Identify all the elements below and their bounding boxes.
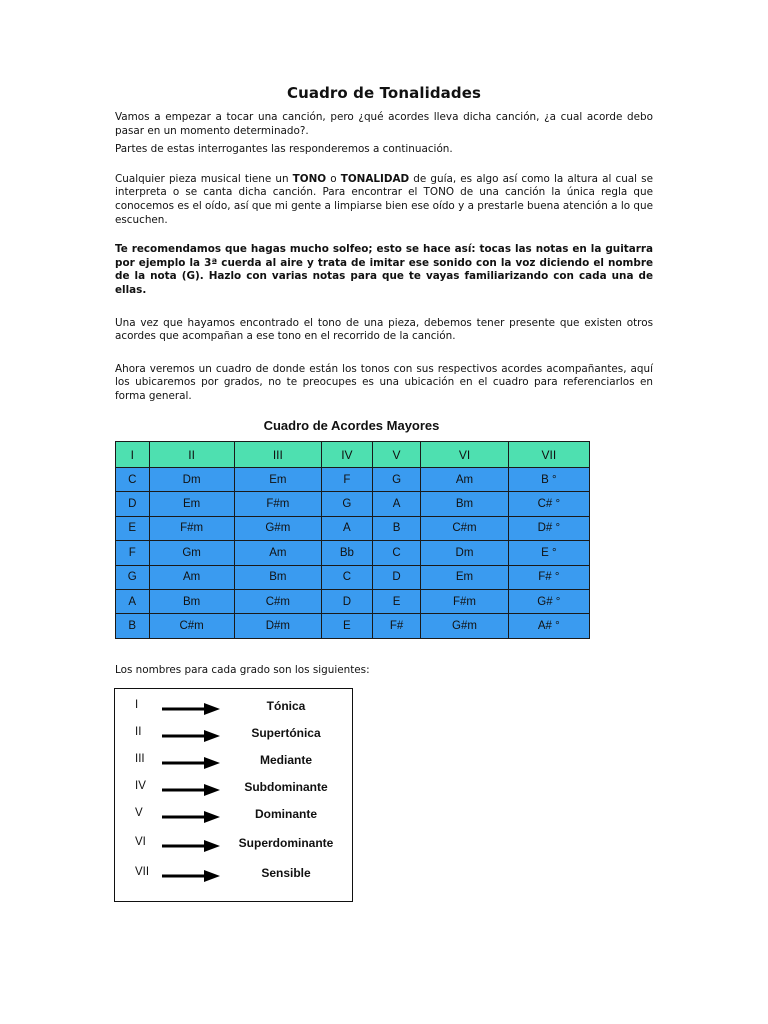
grade-number: III [135, 753, 145, 765]
chord-cell: F#m [149, 516, 234, 540]
right-arrow-icon [162, 870, 220, 882]
grade-number: I [135, 699, 139, 711]
table-row [116, 492, 590, 516]
table-row [116, 565, 590, 589]
chord-cell: F#m [234, 492, 321, 516]
tono-paragraph [115, 173, 653, 227]
right-arrow-icon [162, 703, 220, 715]
chord-cell: E [372, 589, 421, 613]
grade-name: Sensible [261, 866, 311, 880]
degree-header: III [234, 442, 321, 468]
grade-row [115, 780, 352, 800]
right-arrow-icon [162, 757, 220, 769]
degree-header: VI [421, 442, 508, 468]
chord-cell: Bm [234, 565, 321, 589]
chord-cell: Am [421, 468, 508, 492]
tonalidad-term: TONALIDAD [340, 172, 410, 185]
table-row [116, 614, 590, 638]
chord-cell: E [321, 614, 372, 638]
document-body [115, 84, 653, 404]
grade-name: Dominante [254, 807, 317, 821]
tono-acordes-paragraph: Una vez que hayamos encontrado el tono de una pieza, debemos tener presente que existen otros acordes que acompañan a ese tono en el recorrido de la canción. [115, 316, 653, 343]
grade-row [115, 726, 352, 746]
chord-cell: Dm [149, 468, 234, 492]
solfeo-paragraph: Te recomendamos que hagas mucho solfeo; esto se hace así: tocas las notas en la guitarra por ejemplo la 3ª cuerda al aire y trata de imitar ese sonido con la voz diciendo el nombre de la nota (G). Hazlo con varias notas para que te vayas familiarizando con cada una de ellas. [115, 243, 653, 296]
chord-cell: A [116, 589, 150, 613]
degree-header: IV [321, 442, 372, 468]
chord-table [115, 441, 590, 639]
chord-cell: A [321, 516, 372, 540]
chord-cell: F [321, 468, 372, 492]
grade-row [115, 699, 352, 719]
right-arrow-icon [162, 840, 220, 852]
chord-cell: C#m [421, 516, 508, 540]
chord-cell: A [372, 492, 421, 516]
table-row [116, 516, 590, 540]
chord-cell: D [372, 565, 421, 589]
page-title: Cuadro de Tonalidades [286, 84, 482, 102]
chord-cell: Em [234, 468, 321, 492]
chord-cell: Am [234, 541, 321, 565]
chord-cell: D [321, 589, 372, 613]
grade-row [115, 836, 352, 856]
grade-row [115, 866, 352, 886]
grade-number: IV [135, 780, 146, 792]
chord-cell: G# ° [508, 589, 589, 613]
grade-row [115, 753, 352, 773]
right-arrow-icon [162, 730, 220, 742]
tono-text-c: o [326, 172, 341, 185]
chord-cell: Bm [421, 492, 508, 516]
table-row [116, 589, 590, 613]
degree-header: II [149, 442, 234, 468]
grade-row [115, 807, 352, 827]
tono-text-e: de guía, es algo así como la altura al cual se interpreta o se canta dicha canción. Para encontrar el TONO de una canción la única regla que conocemos es el oído, así que mi gente a limpiarse bien ese oído y a prestarle buena atención a lo que escuchen. [115, 172, 653, 226]
chord-cell: F# ° [508, 565, 589, 589]
chord-cell: A# ° [508, 614, 589, 638]
intro-paragraph-2: Partes de estas interrogantes las responderemos a continuación. [115, 143, 453, 156]
chord-cell: F#m [421, 589, 508, 613]
grade-name: Tónica [266, 699, 306, 713]
tono-term: TONO [292, 172, 327, 185]
grade-name: Supertónica [251, 726, 321, 740]
grade-number: II [135, 726, 142, 738]
degree-header: VII [508, 442, 589, 468]
chord-table-title: Cuadro de Acordes Mayores [263, 418, 440, 433]
chord-cell: Em [149, 492, 234, 516]
chord-cell: F [116, 541, 150, 565]
chord-cell: D# ° [508, 516, 589, 540]
chord-cell: G [116, 565, 150, 589]
chord-cell: G#m [421, 614, 508, 638]
chord-cell: B [116, 614, 150, 638]
degree-header: I [116, 442, 150, 468]
chord-cell: Am [149, 565, 234, 589]
chord-cell: Dm [421, 541, 508, 565]
grades-box [114, 688, 353, 902]
right-arrow-icon [162, 784, 220, 796]
intro-paragraph: Vamos a empezar a tocar una canción, pero ¿qué acordes lleva dicha canción, ¿a cual acorde debo pasar en un momento determinado?. [115, 111, 653, 137]
chord-cell: C [372, 541, 421, 565]
table-row [116, 541, 590, 565]
grade-number: VII [135, 866, 150, 878]
tono-text-a: Cualquier pieza musical tiene un [115, 172, 293, 185]
grade-name: Superdominante [238, 836, 334, 850]
degree-header: V [372, 442, 421, 468]
chord-cell: F# [372, 614, 421, 638]
chord-cell: Bb [321, 541, 372, 565]
right-arrow-icon [162, 811, 220, 823]
chord-cell: C#m [149, 614, 234, 638]
grade-number: VI [135, 836, 146, 848]
chord-table-header-row [116, 442, 590, 468]
chord-cell: Em [421, 565, 508, 589]
chord-cell: B [372, 516, 421, 540]
table-row [116, 468, 590, 492]
chord-cell: C#m [234, 589, 321, 613]
chord-cell: C [321, 565, 372, 589]
chord-cell: C# ° [508, 492, 589, 516]
chord-cell: Gm [149, 541, 234, 565]
grade-number: V [135, 807, 143, 819]
chord-cell: G [321, 492, 372, 516]
chord-cell: E [116, 516, 150, 540]
grades-caption: Los nombres para cada grado son los siguientes: [115, 664, 370, 676]
chord-cell: Bm [149, 589, 234, 613]
chord-cell: G [372, 468, 421, 492]
chord-cell: E ° [508, 541, 589, 565]
cuadro-intro-paragraph: Ahora veremos un cuadro de donde están los tonos con sus respectivos acordes acompañantes, aquí los ubicaremos por grados, no te preocupes es una ubicación en el cuadro para referenciarlos en forma general. [115, 362, 653, 402]
grade-name: Mediante [259, 753, 312, 767]
chord-cell: D [116, 492, 150, 516]
chord-cell: G#m [234, 516, 321, 540]
grade-name: Subdominante [244, 780, 328, 794]
chord-cell: C [116, 468, 150, 492]
chord-cell: D#m [234, 614, 321, 638]
chord-cell: B ° [508, 468, 589, 492]
